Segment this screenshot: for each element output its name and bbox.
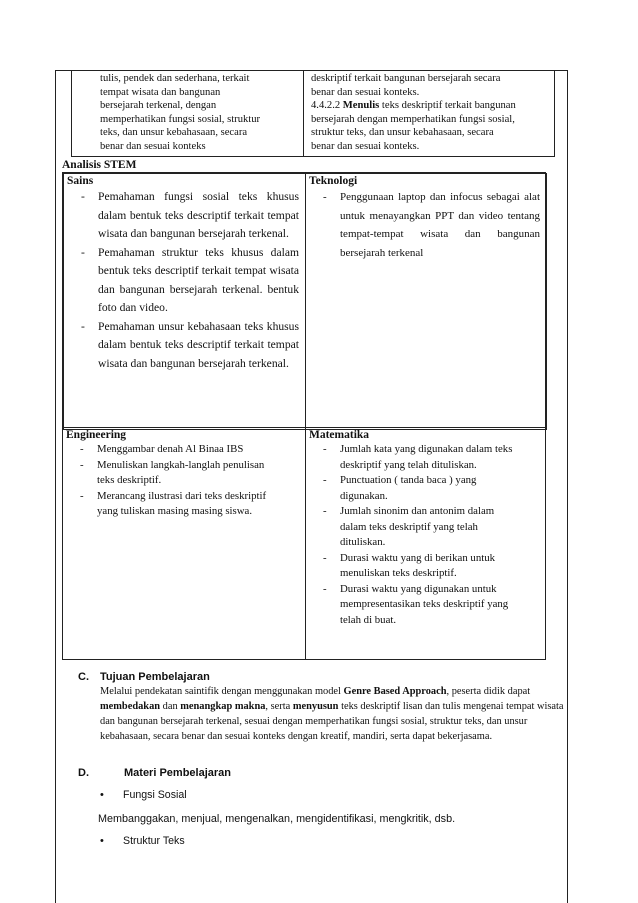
list-item: - Menggambar denah Al Binaa IBS <box>77 442 305 458</box>
section-title: Tujuan Pembelajaran <box>100 671 210 683</box>
bullet-item: • Fungsi Sosial <box>78 789 568 801</box>
list-item: - Penggunaan laptop dan infocus sebagai alat untuk menayangkan PPT dan video tentang tempat-tempat wisata dan bangunan bersejarah terkenal <box>320 188 546 262</box>
body-text: Melalui pendekatan saintifik dengan menggunakan model <box>100 686 344 697</box>
text-line: benar dan sesuai konteks <box>100 140 206 152</box>
document-page <box>55 70 568 903</box>
body-text: , serta <box>265 701 293 712</box>
text-line: teks, dan unsur kebahasaan, secara <box>100 127 248 138</box>
engineering-list <box>63 442 305 520</box>
text-line: memperhatikan fungsi sosial, struktur <box>100 113 261 125</box>
section-materi-pembelajaran <box>78 767 568 847</box>
objectives-right-cell <box>305 71 555 157</box>
section-title: Materi Pembelajaran <box>124 767 231 779</box>
materi-text: Membanggakan, menjual, mengenalkan, mengidentifikasi, mengkritik, dsb. <box>98 813 456 825</box>
list-item: - Jumlah kata yang digunakan dalam teks deskriptif yang telah dituliskan. <box>320 442 547 473</box>
sains-title: Sains <box>67 175 94 187</box>
objective-4-4-2-2 <box>311 99 549 113</box>
stem-table-top <box>62 172 546 428</box>
sains-list <box>64 188 305 373</box>
objective-keyword: Menulis <box>342 100 380 111</box>
body-bold: menangkap makna <box>180 701 266 712</box>
section-tujuan-pembelajaran <box>78 671 568 744</box>
list-item: - Jumlah sinonim dan antonim dalam dalam teks deskriptif yang telah dituliskan. <box>320 504 547 551</box>
objective-number: 4.4.2.2 <box>311 100 343 111</box>
body-text: teks deskriptif lisan dan tulis mengenai tempat wisata dan bangunan bersejarah terkenal, sesuai dengan memperhatikan fungsi sosial, struktur teks, dan unsur kebahasaan, secara benar dan sesuai konteks dengan kreatif, mandiri, serta dapat bekerjasama. <box>100 701 564 742</box>
text-line: struktur teks, dan unsur kebahasaan, secara <box>311 127 494 138</box>
list-item: - Pemahaman unsur kebahasaan teks khusus dalam bentuk teks descriptif terkait tempat wisata dan bangunan bersejarah terkenal. <box>78 318 305 374</box>
text-line: benar dan sesuai konteks. <box>311 140 420 152</box>
list-item: - Merancang ilustrasi dari teks deskriptif yang tuliskan masing masing siswa. <box>77 489 305 520</box>
engineering-cell <box>63 428 306 660</box>
section-heading <box>78 767 568 779</box>
objective-text: teks deskriptif terkait bangunan <box>379 100 516 111</box>
matematika-cell <box>306 428 547 660</box>
body-text: dan <box>160 701 181 712</box>
objectives-left-cell <box>72 71 304 157</box>
list-item: - Durasi waktu yang di berikan untuk menuliskan teks deskriptif. <box>320 551 547 582</box>
text-line: tempat wisata dan bangunan <box>100 86 221 98</box>
teknologi-list <box>306 188 546 262</box>
text-line: benar dan sesuai konteks. <box>311 86 420 98</box>
section-body <box>78 684 568 744</box>
text-line: tulis, pendek dan sederhana, terkait <box>100 73 250 84</box>
list-item: - Pemahaman fungsi sosial teks khusus dalam bentuk teks descriptif terkait tempat wisata dan bangunan bersejarah terkenal. <box>78 188 305 244</box>
objectives-table-continuation <box>71 71 555 157</box>
stem-table-bottom <box>62 428 546 660</box>
text-line: deskriptif terkait bangunan bersejarah secara <box>311 73 501 84</box>
teknologi-title: Teknologi <box>309 175 358 187</box>
section-letter: C. <box>78 671 89 683</box>
body-bold: membedakan <box>100 701 161 712</box>
body-bold: Genre Based Approach <box>343 686 447 697</box>
list-item: - Menuliskan langkah-langlah penulisan teks deskriptif. <box>77 458 305 489</box>
list-item: - Pemahaman struktur teks khusus dalam bentuk teks descriptif terkait tempat wisata dan bangunan bersejarah terkenal. bentuk foto dan video. <box>78 244 305 318</box>
teknologi-cell <box>305 173 547 430</box>
stem-heading: Analisis STEM <box>62 159 137 171</box>
body-bold: menyusun <box>292 701 339 712</box>
text-line: bersejarah dengan memperhatikan fungsi sosial, <box>311 113 515 125</box>
body-text: , peserta didik dapat <box>446 686 531 697</box>
text-line: bersejarah terkenal, dengan <box>100 100 217 111</box>
engineering-title: Engineering <box>66 429 127 441</box>
list-item: - Durasi waktu yang digunakan untuk mempresentasikan teks deskriptif yang telah di buat. <box>320 582 547 629</box>
matematika-list <box>306 442 547 628</box>
matematika-title: Matematika <box>309 429 370 441</box>
list-item: - Punctuation ( tanda baca ) yang digunakan. <box>320 473 547 504</box>
sains-cell <box>63 173 306 430</box>
section-letter: D. <box>78 767 89 779</box>
section-heading <box>78 671 568 683</box>
bullet-item: • Struktur Teks <box>78 835 568 847</box>
